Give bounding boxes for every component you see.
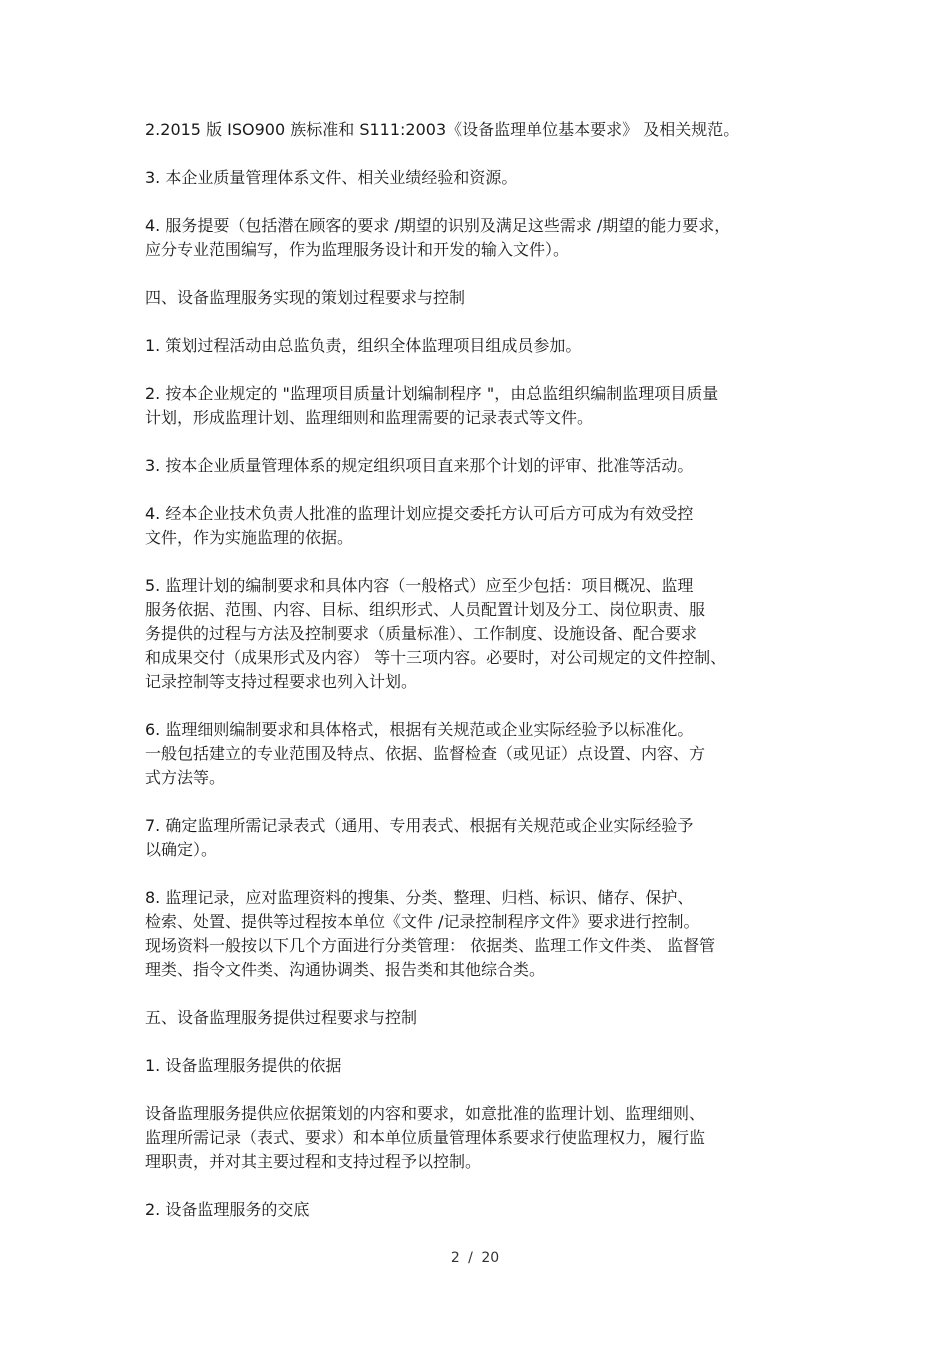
paragraph [145, 1054, 815, 1078]
paragraph [145, 382, 815, 430]
text-line: 理职责，并对其主要过程和支持过程予以控制。 [145, 1152, 482, 1171]
text-line: 检索、处置、提供等过程按本单位《文件 /记录控制程序文件》要求进行控制。 [145, 912, 700, 931]
text-line: 4. 经本企业技术负责人批准的监理计划应提交委托方认可后方可成为有效受控 [145, 504, 694, 523]
paragraph [145, 574, 815, 694]
text-line: 务提供的过程与方法及控制要求（质量标准）、工作制度、设施设备、配合要求 [145, 624, 698, 643]
text-line: 5. 监理计划的编制要求和具体内容（一般格式）应至少包括：项目概况、监理 [145, 576, 694, 595]
paragraph [145, 718, 815, 790]
text-line: 现场资料一般按以下几个方面进行分类管理： 依据类、监理工作文件类、 监督管 [145, 936, 716, 955]
text-line: 6. 监理细则编制要求和具体格式，根据有关规范或企业实际经验予以标准化。 [145, 720, 694, 739]
text-line: 和成果交付（成果形式及内容） 等十三项内容。必要时，对公司规定的文件控制、 [145, 648, 727, 667]
paragraph [145, 502, 815, 550]
text-line: 以确定）。 [145, 840, 218, 859]
text-line: 应分专业范围编写，作为监理服务设计和开发的输入文件）。 [145, 240, 570, 259]
paragraph [145, 886, 815, 982]
paragraph [145, 1198, 815, 1222]
text-line: 记录控制等支持过程要求也列入计划。 [145, 672, 418, 691]
paragraph [145, 334, 815, 358]
paragraph [145, 118, 815, 142]
text-line: 计划，形成监理计划、监理细则和监理需要的记录表式等文件。 [145, 408, 594, 427]
paragraph [145, 1006, 815, 1030]
paragraph [145, 1102, 815, 1174]
document-body [145, 118, 815, 1246]
text-line: 一般包括建立的专业范围及特点、依据、监督检查（或见证）点设置、内容、方 [145, 744, 706, 763]
text-line: 设备监理服务提供应依据策划的内容和要求，如意批准的监理计划、监理细则、 [145, 1104, 706, 1123]
paragraph [145, 454, 815, 478]
text-line: 理类、指令文件类、沟通协调类、报告类和其他综合类。 [145, 960, 546, 979]
text-line: 3. 按本企业质量管理体系的规定组织项目直来那个计划的评审、批准等活动。 [145, 456, 694, 475]
text-line: 1. 策划过程活动由总监负责，组织全体监理项目组成员参加。 [145, 336, 582, 355]
page-number: 2 / 20 [450, 1250, 500, 1266]
text-line: 服务依据、范围、内容、目标、组织形式、人员配置计划及分工、岗位职责、服 [145, 600, 706, 619]
paragraph [145, 814, 815, 862]
text-line: 2.2015 版 ISO900 族标准和 S111:2003《设备监理单位基本要求》 及相关规范。 [145, 120, 740, 139]
text-line: 监理所需记录（表式、要求）和本单位质量管理体系要求行使监理权力，履行监 [145, 1128, 706, 1147]
text-line: 式方法等。 [145, 768, 226, 787]
paragraph [145, 214, 815, 262]
text-line: 五、设备监理服务提供过程要求与控制 [145, 1008, 418, 1027]
text-line: 2. 按本企业规定的 "监理项目质量计划编制程序 "，由总监组织编制监理项目质量 [145, 384, 719, 403]
text-line: 8. 监理记录，应对监理资料的搜集、分类、整理、归档、标识、储存、保护、 [145, 888, 694, 907]
text-line: 7. 确定监理所需记录表式（通用、专用表式、根据有关规范或企业实际经验予 [145, 816, 694, 835]
paragraph [145, 166, 815, 190]
text-line: 3. 本企业质量管理体系文件、相关业绩经验和资源。 [145, 168, 518, 187]
paragraph [145, 286, 815, 310]
text-line: 4. 服务提要（包括潜在顾客的要求 /期望的识别及满足这些需求 /期望的能力要求， [145, 216, 731, 235]
text-line: 2. 设备监理服务的交底 [145, 1200, 310, 1219]
text-line: 1. 设备监理服务提供的依据 [145, 1056, 342, 1075]
text-line: 文件，作为实施监理的依据。 [145, 528, 354, 547]
text-line: 四、设备监理服务实现的策划过程要求与控制 [145, 288, 466, 307]
